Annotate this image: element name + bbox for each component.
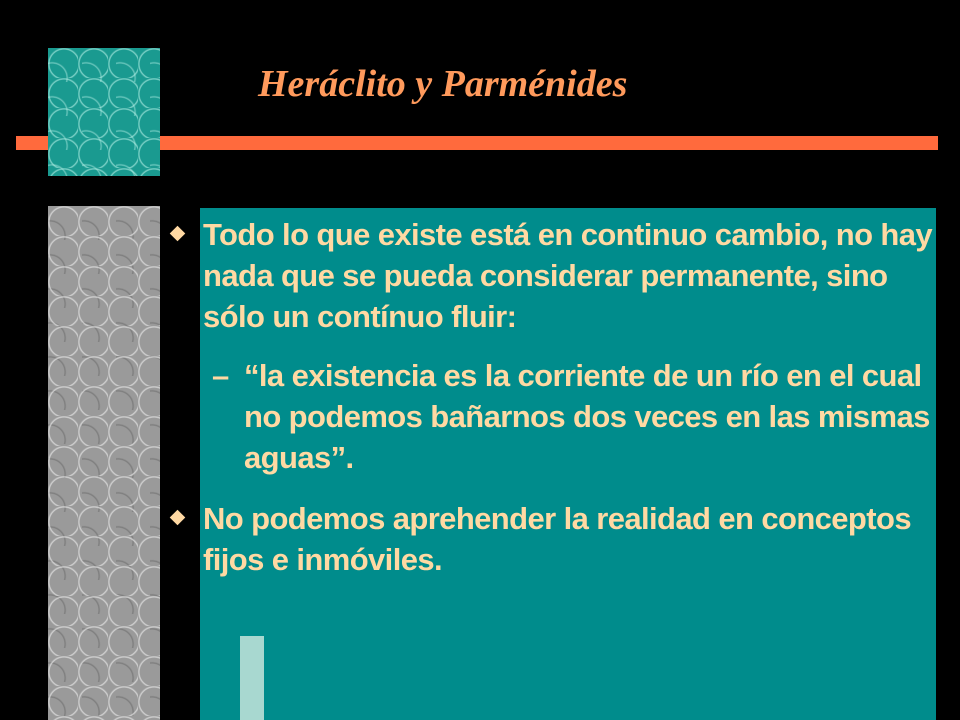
diamond-bullet-icon xyxy=(170,510,186,526)
sub-bullet-marker: – xyxy=(212,358,230,393)
decorative-gray-pattern xyxy=(48,206,160,720)
title-accent-bar-right xyxy=(160,136,938,150)
bullet-text: Todo lo que existe está en continuo cambio, no hay nada que se pueda considerar permanente, sino sólo un contínuo fluir: xyxy=(203,217,933,334)
decorative-light-strip xyxy=(240,636,264,720)
bullet-item xyxy=(162,214,952,337)
bullet-text: No podemos aprehender la realidad en conceptos fijos e inmóviles. xyxy=(203,501,911,577)
title-accent-bar-left xyxy=(16,136,48,150)
sub-bullet-item xyxy=(212,355,952,478)
sub-bullet-text: “la existencia es la corriente de un río en el cual no podemos bañarnos dos veces en las mismas aguas”. xyxy=(244,358,930,475)
bullet-item xyxy=(162,498,952,580)
diamond-bullet-icon xyxy=(170,226,186,242)
slide-title: Heráclito y Parménides xyxy=(258,63,628,105)
decorative-teal-pattern xyxy=(48,48,160,176)
slide-content xyxy=(162,214,952,598)
